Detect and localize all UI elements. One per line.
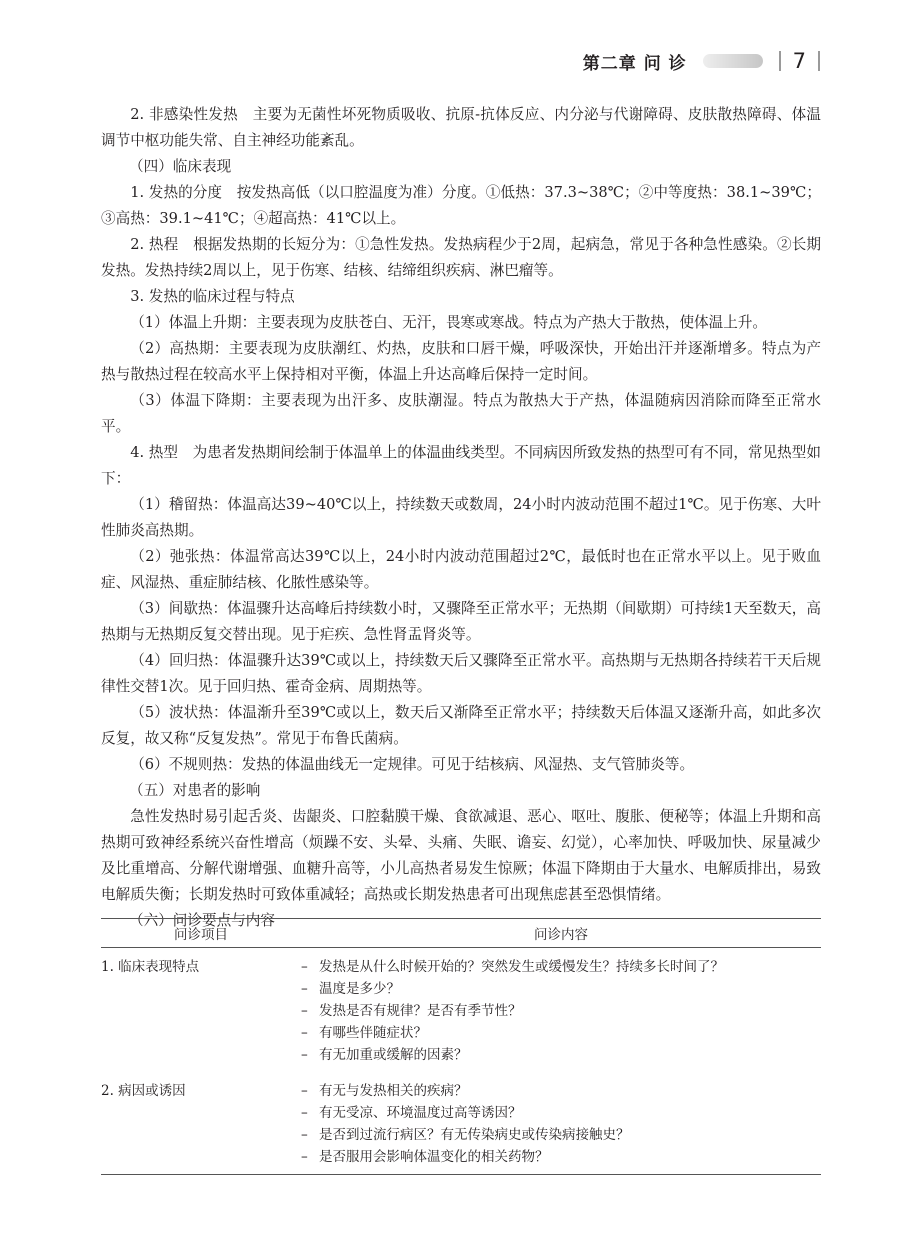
paragraph-rising-phase: （1）体温上升期：主要表现为皮肤苍白、无汗，畏寒或寒战。特点为产热大于散热，使体温上升。 bbox=[130, 314, 768, 331]
body-text bbox=[101, 102, 821, 934]
list-item bbox=[301, 1000, 821, 1022]
paragraph-remittent-fever: （2）弛张热：体温常高达39℃以上，24小时内波动范围超过2℃，最低时也在正常水平以上。见于败血症、风湿热、重症肺结核、化脓性感染等。 bbox=[101, 548, 821, 591]
list-dash: – bbox=[301, 959, 308, 975]
paragraph-fever-duration: 2. 热程 根据发热期的长短分为：①急性发热。发热病程少于2周，起病急，常见于各种急性感染。②长期发热。发热持续2周以上，见于伤寒、结核、结缔组织疾病、淋巴瘤等。 bbox=[101, 236, 821, 279]
inquiry-table bbox=[101, 918, 821, 1175]
paragraph-continuous-fever: （1）稽留热：体温高达39~40℃以上，持续数天或数周，24小时内波动范围不超过1℃。见于伤寒、大叶性肺炎高热期。 bbox=[101, 496, 821, 539]
list-dash: – bbox=[301, 1127, 308, 1143]
list-dash: – bbox=[301, 1083, 308, 1099]
list-item-text: 温度是多少？ bbox=[319, 981, 400, 997]
list-item bbox=[301, 1044, 821, 1066]
list-item-text: 是否服用会影响体温变化的相关药物？ bbox=[319, 1149, 549, 1165]
list-dash: – bbox=[301, 1003, 308, 1019]
page-header bbox=[583, 50, 820, 72]
table-cell-content bbox=[301, 1066, 821, 1175]
section-heading-clinical: （四）临床表现 bbox=[129, 158, 232, 175]
list-dash: – bbox=[301, 1105, 308, 1121]
table-cell-item: 2. 病因或诱因 bbox=[101, 1083, 186, 1099]
list-item-text: 有无加重或缓解的因素？ bbox=[319, 1047, 468, 1063]
paragraph-relapsing-fever: （4）回归热：体温骤升达39℃或以上，持续数天后又骤降至正常水平。高热期与无热期各持续若干天后规律性交替1次。见于回归热、霍奇金病、周期热等。 bbox=[101, 652, 821, 695]
chapter-title: 第二章 问 诊 bbox=[582, 53, 687, 74]
list-item bbox=[301, 1146, 821, 1168]
paragraph-fever-process: 3. 发热的临床过程与特点 bbox=[130, 288, 295, 305]
table-cell-item: 1. 临床表现特点 bbox=[101, 959, 200, 975]
table-row bbox=[101, 948, 821, 1067]
table-header-item: 问诊项目 bbox=[174, 927, 228, 943]
paragraph-high-fever-phase: （2）高热期：主要表现为皮肤潮红、灼热，皮肤和口唇干燥，呼吸深快，开始出汗并逐渐增多。特点为产热与散热过程在较高水平上保持相对平衡，体温上升达高峰后保持一定时间。 bbox=[101, 340, 821, 383]
paragraph-intermittent-fever: （3）间歇热：体温骤升达高峰后持续数小时，又骤降至正常水平；无热期（间歇期）可持续1天至数天，高热期与无热期反复交替出现。见于疟疾、急性肾盂肾炎等。 bbox=[101, 600, 821, 643]
list-item-text: 有哪些伴随症状？ bbox=[319, 1025, 427, 1041]
list-dash: – bbox=[301, 1149, 308, 1165]
table-row bbox=[101, 1066, 821, 1175]
list-dash: – bbox=[301, 1047, 308, 1063]
paragraph-noninfectious-fever: 2. 非感染性发热 主要为无菌性坏死物质吸收、抗原-抗体反应、内分泌与代谢障碍、皮肤散热障碍、体温调节中枢功能失常、自主神经功能紊乱。 bbox=[101, 106, 821, 149]
list-item bbox=[301, 1022, 821, 1044]
list-item bbox=[301, 1102, 821, 1124]
list-item-text: 有无与发热相关的疾病？ bbox=[319, 1083, 468, 1099]
section-heading-effects: （五）对患者的影响 bbox=[129, 782, 261, 799]
list-dash: – bbox=[301, 981, 308, 997]
page-number: 7 bbox=[792, 49, 806, 73]
content-list bbox=[301, 1080, 821, 1168]
list-item bbox=[301, 978, 821, 1000]
table-cell-content bbox=[301, 948, 821, 1067]
paragraph-irregular-fever: （6）不规则热：发热的体温曲线无一定规律。可见于结核病、风湿热、支气管肺炎等。 bbox=[130, 756, 695, 773]
paragraph-fever-grading: 1. 发热的分度 按发热高低（以口腔温度为准）分度。①低热：37.3~38℃；②中等度热：38.1~39℃；③高热：39.1~41℃；④超高热：41℃以上。 bbox=[101, 184, 821, 227]
header-decoration-bar bbox=[703, 54, 763, 68]
section-heading-inquiry: （六）问诊要点与内容 bbox=[129, 912, 275, 929]
list-item bbox=[301, 956, 821, 978]
content-list bbox=[301, 956, 821, 1066]
table-header-row bbox=[101, 919, 821, 948]
header-divider bbox=[779, 51, 781, 71]
list-item-text: 是否到过流行病区？有无传染病史或传染病接触史？ bbox=[319, 1127, 630, 1143]
list-item-text: 有无受凉、环境温度过高等诱因？ bbox=[319, 1105, 522, 1121]
list-dash: – bbox=[301, 1025, 308, 1041]
list-item bbox=[301, 1124, 821, 1146]
paragraph-effects-on-patient: 急性发热时易引起舌炎、齿龈炎、口腔黏膜干燥、食欲减退、恶心、呕吐、腹胀、便秘等；体温上升期和高热期可致神经系统兴奋性增高（烦躁不安、头晕、头痛、失眠、谵妄、幻觉），心率加快、呼吸加快、尿量减少及比重增高、分解代谢增强、血糖升高等，小儿高热者易发生惊厥；体温下降期由于大量水、电解质排出，易致电解质失衡；长期发热时可致体重减轻；高热或长期发热患者可出现焦虑甚至恐惧情绪。 bbox=[101, 808, 821, 903]
header-divider-right bbox=[818, 51, 820, 71]
paragraph-fever-types: 4. 热型 为患者发热期间绘制于体温单上的体温曲线类型。不同病因所致发热的热型可有不同，常见热型如下： bbox=[101, 444, 821, 487]
paragraph-undulant-fever: （5）波状热：体温渐升至39℃或以上，数天后又渐降至正常水平；持续数天后体温又逐渐升高，如此多次反复，故又称“反复发热”。常见于布鲁氏菌病。 bbox=[101, 704, 821, 747]
table-header-content: 问诊内容 bbox=[534, 927, 588, 943]
list-item-text: 发热是从什么时候开始的？突然发生或缓慢发生？持续多长时间了？ bbox=[319, 959, 724, 975]
list-item-text: 发热是否有规律？是否有季节性？ bbox=[319, 1003, 522, 1019]
list-item bbox=[301, 1080, 821, 1102]
paragraph-falling-phase: （3）体温下降期：主要表现为出汗多、皮肤潮湿。特点为散热大于产热，体温随病因消除而降至正常水平。 bbox=[101, 392, 821, 435]
